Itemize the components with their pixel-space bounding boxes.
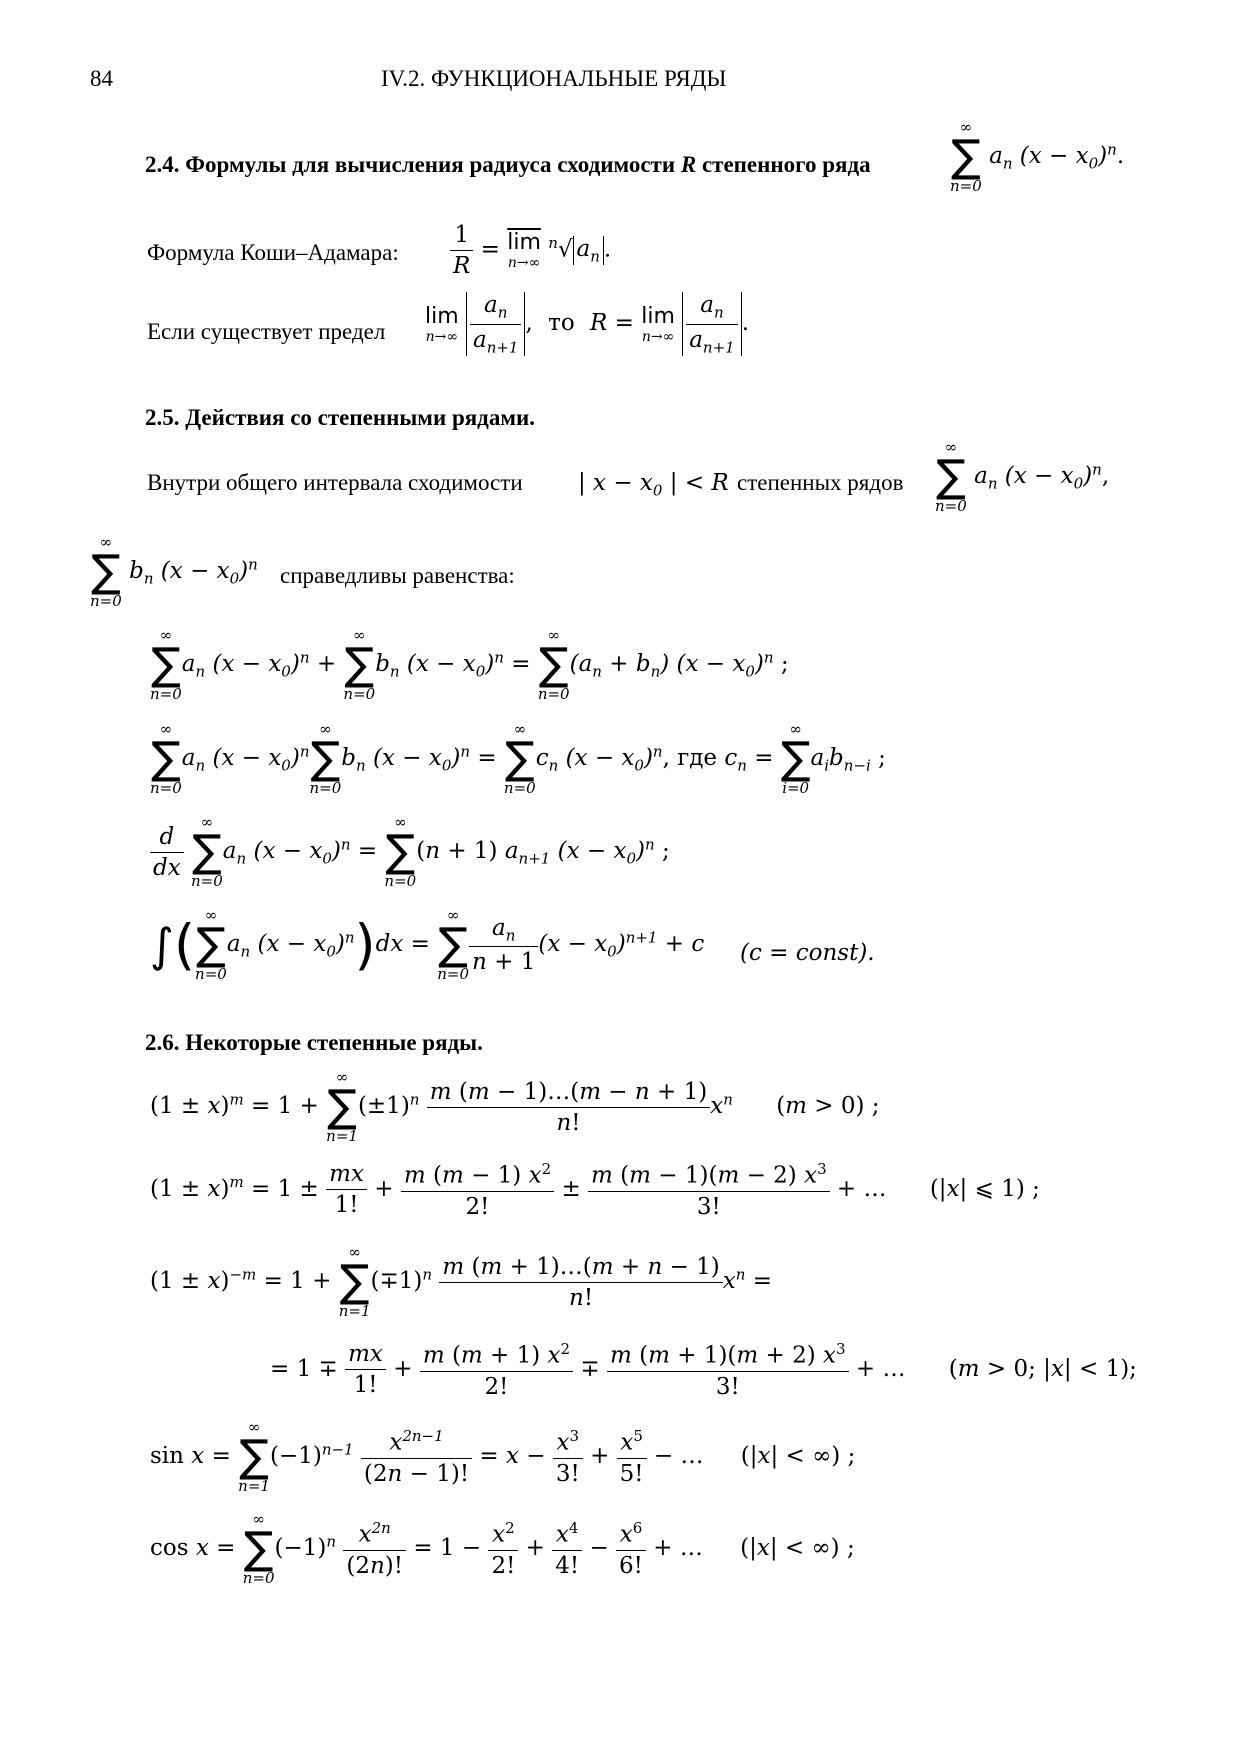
interval-formula: | $x - x_0$ | < R: [578, 470, 729, 500]
binomial-expansion: $(1 \pm x)^m = 1$ ± $\frac{mx}{1!}$ + $\frac{m (m - 1) x^2}{2!}$ ± $\frac{m (m - 1)(m - 2) x^3}{3!}$ + … (|x| ⩽ 1) ;: [150, 1160, 1040, 1220]
interval-tail: степенных рядов: [737, 470, 904, 495]
valid-text: справедливы равенства:: [280, 563, 515, 588]
power-series-formula: ∞ ∑ n=0 $a_n$ $(x - x_0)^n$.: [950, 118, 1125, 195]
cauchy-hadamard-formula: $\frac{1}{R}$ = $\overline{lim}$ n→∞ $^n$√ $a_n$ .: [450, 222, 611, 279]
limit-label: Если существует предел: [147, 319, 386, 344]
formula-sum: ∞ ∑ n=0 $a_n$ $(x - x_0)^n$ + ∞ ∑ n=0 $b_n$ $(x - x_0)^n$ = ∞ ∑ n=0 $(a_n + b_n) (x - x_0)^n$ ;: [150, 626, 789, 703]
formula-product: ∞ ∑ n=0 $a_n$ $(x - x_0)^n$ ∞ ∑ n=0 $b_n$ $(x - x_0)^n$ = ∞ ∑ n=0 $c_n$ $(x - x_0)^n$, где $c_n$ = ∞ ∑ i=0 $a_ib_{n-i}$ ;: [150, 720, 886, 797]
running-title: IV.2. ФУНКЦИОНАЛЬНЫЕ РЯДЫ: [381, 66, 727, 91]
constant-note: (c = const).: [740, 940, 875, 966]
section-2-4-title: 2.4. Формулы для вычисления радиуса сходимости R степенного ряда: [145, 152, 871, 177]
cosine-series: cos x = ∞ ∑ n=0 $(-1)^n$ $\frac{x^{2n}}{(2n)!}$ = 1 − $\frac{x^2}{2!}$ + $\frac{x^4}{4!}$ − $\frac{x^6}{6!}$ + … (|x| < ∞) ;: [150, 1510, 855, 1587]
formula-derivative: $\frac{d}{dx}$ ∞ ∑ n=0 $a_n$ $(x - x_0)^n$ = ∞ ∑ n=0 (n + 1) $a_{n+1}$ $(x - x_0)^n$ ;: [150, 815, 670, 889]
series-b: ∞ ∑ n=0 $b_n$ $(x - x_0)^n$: [90, 533, 258, 610]
binomial-series: $(1 \pm x)^m = 1$ + ∞ ∑ n=1 $(\pm 1)^n$ $\frac{m (m - 1)\dots(m - n + 1)}{n!}$ $x^n$ (m > 0) ;: [150, 1068, 880, 1145]
sine-series: sin x = ∞ ∑ n=1 $(-1)^{n-1}$ $\frac{x^{2n-1}}{(2n - 1)!}$ = x − $\frac{x^3}{3!}$ + $\frac{x^5}{5!}$ − … (|x| < ∞) ;: [150, 1418, 856, 1495]
formula-integral: ∫( ∞ ∑ n=0 $a_n$ $(x - x_0)^n)dx$ = ∞ ∑ n=0 $\frac{a_n}{n + 1}$ $(x - x_0)^{n+1} + c$: [150, 906, 705, 983]
section-2-6-title: 2.6. Некоторые степенные ряды.: [145, 1030, 483, 1055]
cauchy-hadamard-label: Формула Коши–Адамара:: [147, 240, 399, 265]
interval-text: Внутри общего интервала сходимости: [147, 470, 523, 495]
series-a: ∞ ∑ n=0 $a_n$ $(x - x_0)^n$,: [935, 438, 1110, 515]
page-number: 84: [90, 66, 113, 91]
negative-binomial-series: $(1 \pm x)^{-m} = 1$ + ∞ ∑ n=1 $(\mp 1)^n$ $\frac{m (m + 1)\dots(m + n - 1)}{n!}$ $x^n$ =: [150, 1243, 773, 1320]
ratio-test-formula: lim n→∞ $\frac{a_n}{a_{n+1}}$ , то R = lim n→∞ $\frac{a_n}{a_{n+1}}$ .: [425, 292, 749, 357]
negative-binomial-expansion: = 1 ∓ $\frac{mx}{1!}$ + $\frac{m (m + 1) x^2}{2!}$ ∓ $\frac{m (m + 1)(m + 2) x^3}{3!}$ + … (m > 0; |x| < 1);: [270, 1340, 1137, 1400]
section-2-5-title: 2.5. Действия со степенными рядами.: [145, 405, 535, 430]
